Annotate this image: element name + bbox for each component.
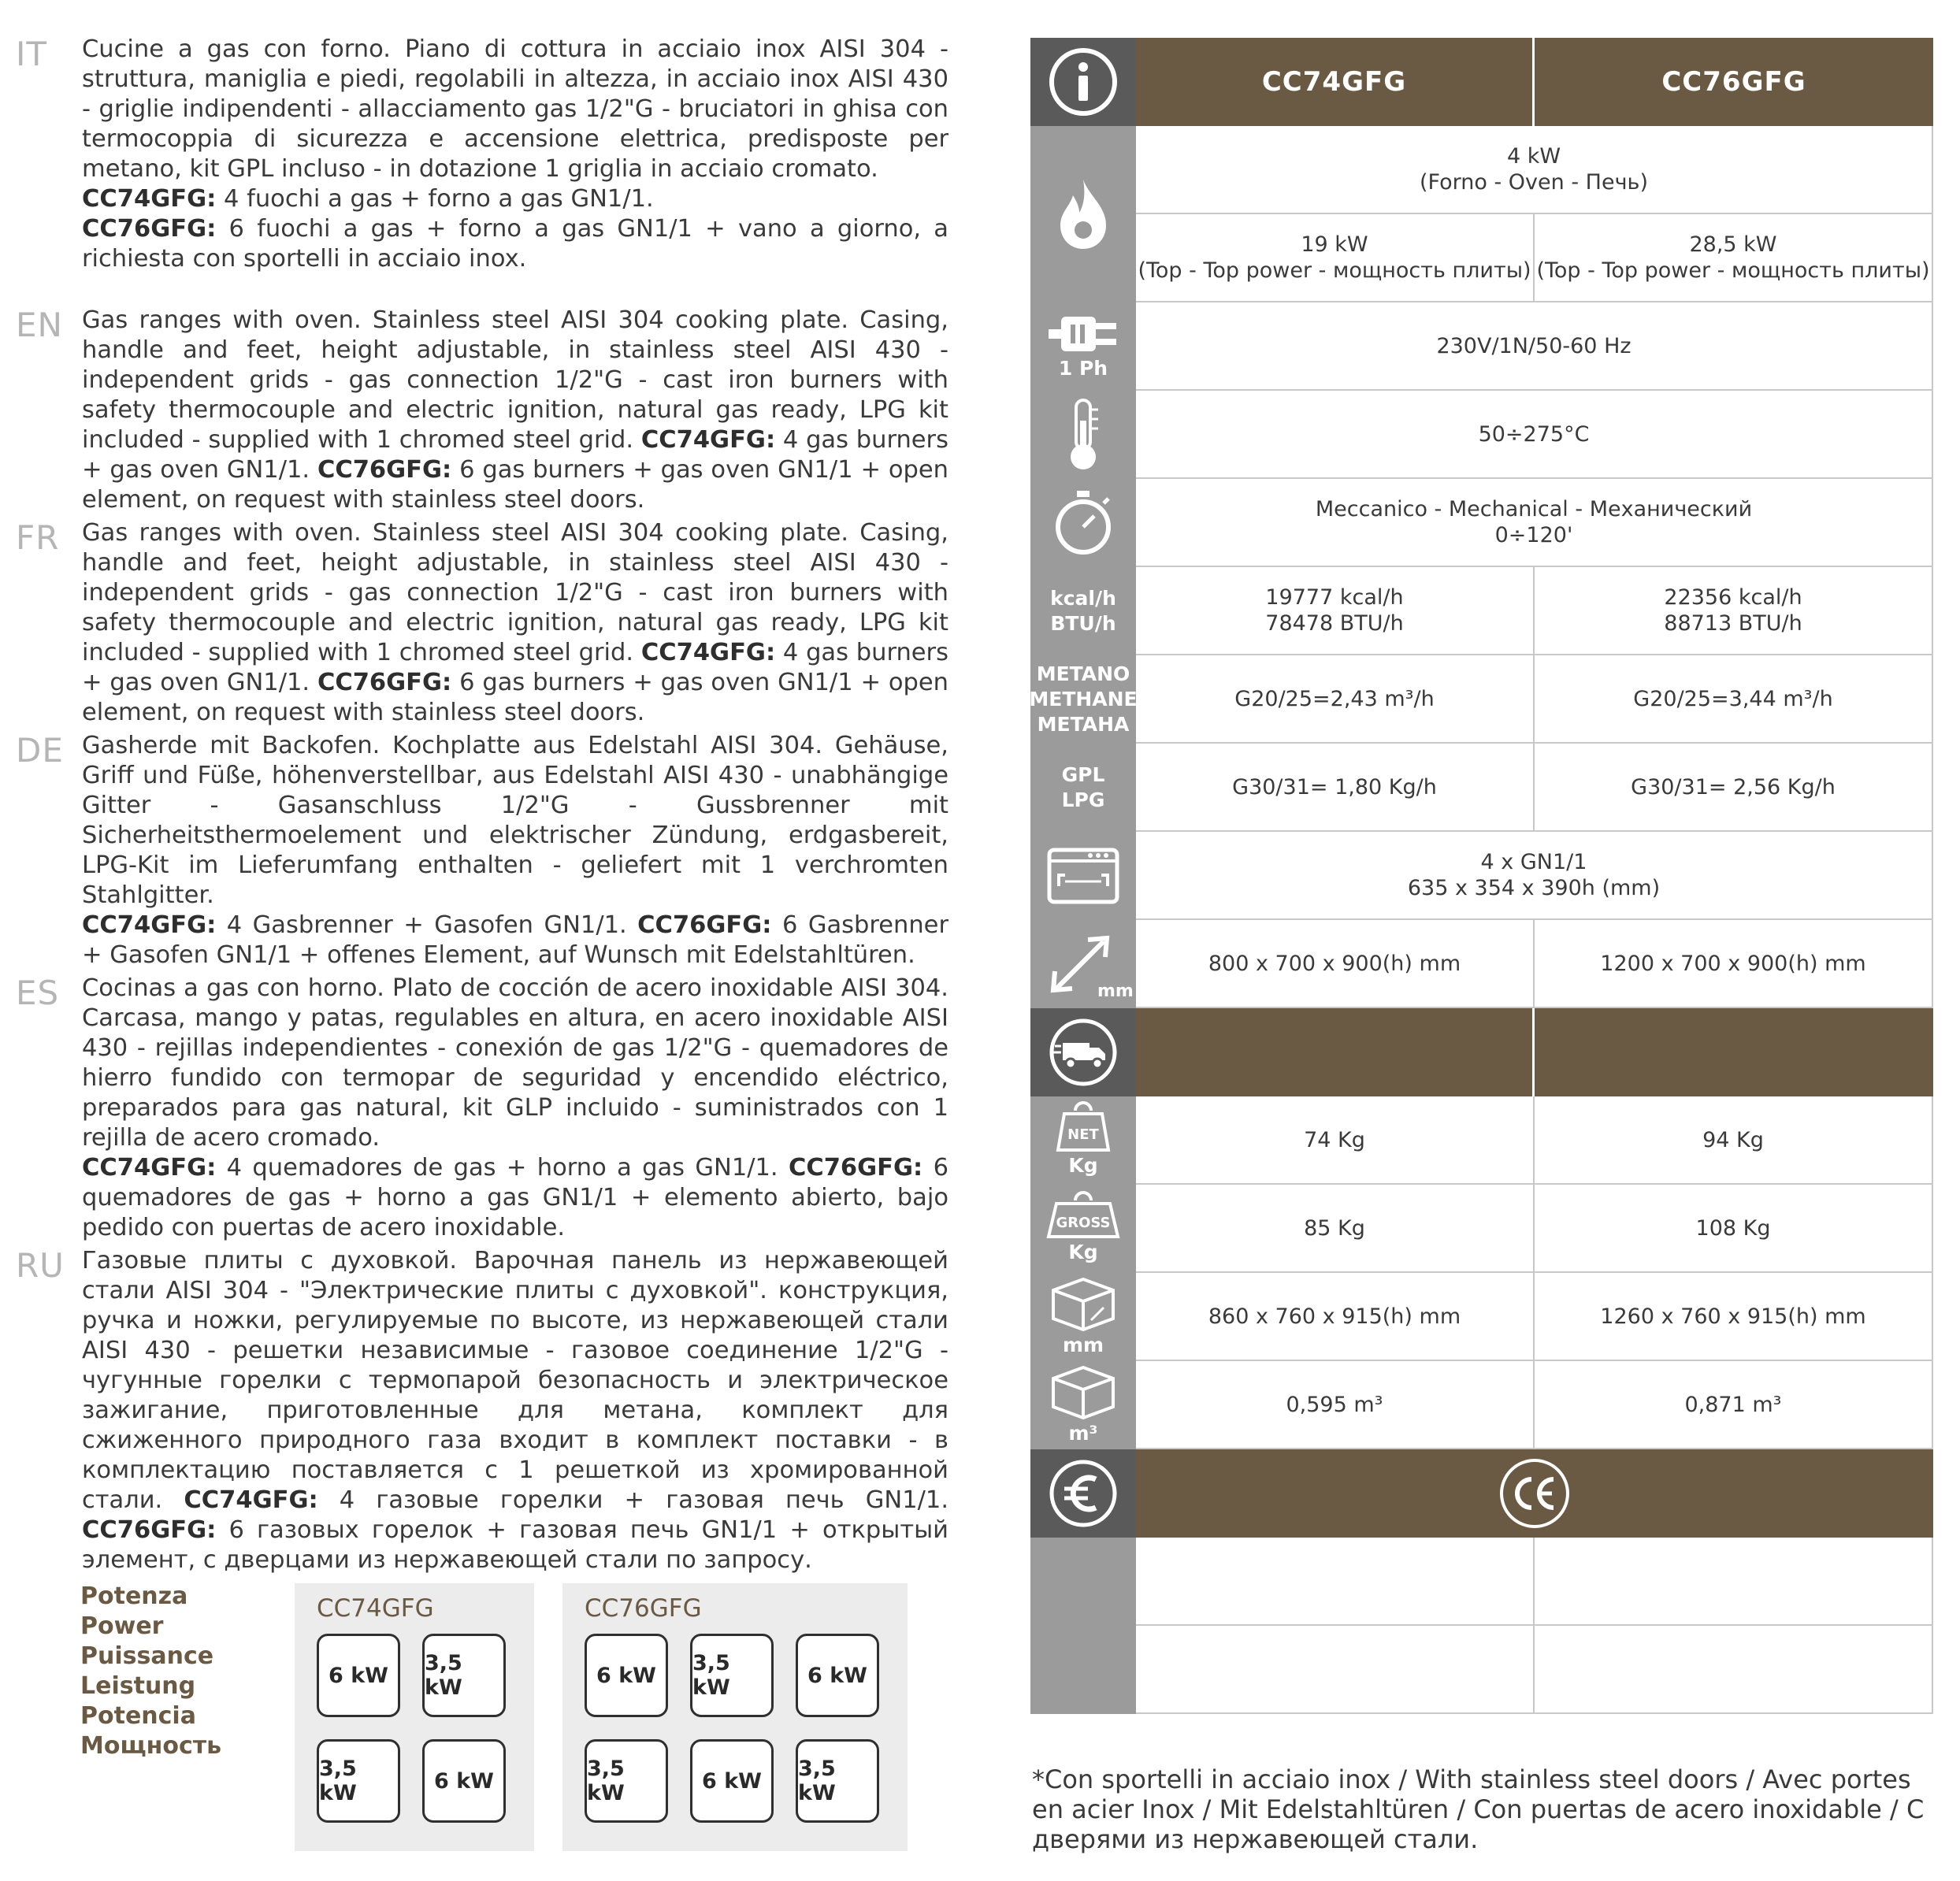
price-header-row (1030, 1449, 1933, 1538)
top-power-cell (1136, 214, 1535, 302)
packed-dimensions-value: 860 x 760 x 915(h) mm (1136, 1273, 1535, 1361)
gross-weight-icon (1030, 1185, 1136, 1273)
burner: 6 kW (422, 1739, 506, 1823)
lang-code-ru: RU (16, 1246, 65, 1285)
lpg-row (1030, 744, 1933, 832)
burner-layout-title: CC76GFG (585, 1594, 702, 1623)
burner-layout-title: CC74GFG (317, 1594, 434, 1623)
lang-code-fr: FR (16, 518, 60, 557)
package-icon (1030, 1273, 1136, 1361)
description-fr (82, 518, 948, 728)
description-text: 4 Gasbrenner + Gasofen GN1/1. (216, 911, 638, 939)
timer-type: Meccanico - Mechanical - Механический (1315, 497, 1753, 521)
model-code: CC74GFG: (184, 1486, 318, 1514)
methane-value: G20/25=3,44 m³/h (1535, 655, 1933, 744)
net-weight-icon (1030, 1096, 1136, 1185)
kcal-value: 19777 kcal/h (1265, 585, 1404, 610)
timer-row (1030, 479, 1933, 567)
power-label: Power (80, 1612, 164, 1640)
burner: 3,5 kW (317, 1739, 400, 1823)
packed-dimensions-value: 1260 x 760 x 915(h) mm (1535, 1273, 1933, 1361)
lang-code-es: ES (16, 974, 60, 1012)
top-power-value: 19 kW (1301, 232, 1368, 257)
power-label: Leistung (80, 1672, 196, 1700)
model-code: CC74GFG: (82, 911, 217, 939)
methane-label: METHANE (1029, 688, 1138, 710)
dimensions-icon (1030, 920, 1136, 1008)
oven-power-value: 4 kW (1506, 144, 1561, 169)
top-power-value: 28,5 kW (1689, 232, 1777, 257)
packaging-header-row (1030, 1008, 1933, 1096)
info-icon (1030, 38, 1136, 126)
model-code: CC76GFG: (788, 1154, 923, 1182)
burner: 6 kW (585, 1634, 668, 1717)
top-power-note: (Top - Top power - мощность плиты) (1536, 258, 1930, 283)
timer-range: 0÷120' (1494, 523, 1573, 547)
gross-label: GROSS (1056, 1215, 1111, 1231)
top-power-cell (1535, 214, 1933, 302)
description-ru (82, 1246, 948, 1575)
heat-output-cell (1535, 567, 1933, 655)
lpg-value: G30/31= 2,56 Kg/h (1535, 744, 1933, 832)
volume-unit-label: m³ (1068, 1422, 1098, 1445)
timer-icon (1030, 479, 1136, 567)
gross-weight-row (1030, 1185, 1933, 1273)
description-text: 6 fuochi a gas + forno a gas GN1/1 + vano a giorno, a richiesta con sportelli in acciaio inox. (82, 215, 948, 273)
description-es (82, 974, 948, 1243)
oven-power-note: (Forno - Oven - Печь) (1420, 170, 1648, 195)
power-label: Puissance (80, 1642, 214, 1670)
heat-output-cell (1136, 567, 1535, 655)
model-code: CC74GFG: (640, 639, 776, 666)
timer-cell (1136, 479, 1933, 567)
thermometer-icon (1030, 391, 1136, 479)
description-text: Газовые плиты с духовкой. Варочная панель из нержавеющей стали AISI 304 - "Электрические плиты с духовкой". конструкция, ручка и ножки, регулируемые по высоте, из нержавеющей стали AISI 430 - решетки независимые - газовое соединение 1/2"G - чугунные горелки с термопарой безопасность и электрическое зажигание, приготовленные для метана, комплект для сжиженного природного газа входит в комплект поставки - в комплектацию поставляется с 1 решеткой из хромированной стали. (82, 1247, 948, 1514)
power-labels (80, 1582, 221, 1761)
table-header-row (1030, 38, 1933, 126)
methane-label: METANO (1036, 662, 1130, 685)
dimensions-value: 1200 x 700 x 900(h) mm (1535, 920, 1933, 1008)
methane-value: G20/25=2,43 m³/h (1136, 655, 1535, 744)
model-code: CC74GFG: (82, 1154, 217, 1182)
description-text: 6 Gasbrenner + Gasofen GN1/1 + offenes Element, auf Wunsch mit Edelstahltüren. (82, 911, 948, 969)
power-label: Potencia (80, 1702, 196, 1730)
model-code: CC76GFG: (317, 456, 452, 484)
dimensions-row (1030, 920, 1933, 1008)
burner: 3,5 kW (422, 1634, 506, 1717)
package-unit-label: mm (1062, 1334, 1104, 1356)
burner: 6 kW (796, 1634, 879, 1717)
dimensions-value: 800 x 700 x 900(h) mm (1136, 920, 1535, 1008)
model-code: CC76GFG: (82, 1516, 217, 1544)
description-text: Gas ranges with oven. Stainless steel AISI 304 cooking plate. Casing, handle and feet, height adjustable, in stainless steel AISI 430 - independent grids - gas connection 1/2"G - cast iron burners with safety thermocouple and electric ignition, natural gas ready, LPG kit included - supplied with 1 chromed steel grid. (82, 519, 948, 666)
burner: 3,5 kW (690, 1634, 774, 1717)
delivery-truck-icon (1030, 1008, 1136, 1096)
btu-value: 88713 BTU/h (1664, 611, 1802, 636)
model-code: CC76GFG: (82, 215, 217, 243)
description-text: Cocinas a gas con horno. Plato de cocción de acero inoxidable AISI 304. Carcasa, mango y patas, regulables en altura, en acero inoxidable AISI 430 - rejillas independientes - conexión de gas 1/2"G - quemadores de hierro fundido con termopar de seguridad y encendido eléctrico, preparados para gas natural, kit GLP incluido - suministrados con 1 rejilla de acero cromado. (82, 974, 948, 1152)
gross-weight-value: 85 Kg (1136, 1185, 1535, 1273)
model-header: CC76GFG (1535, 38, 1933, 126)
dimensions-unit-label: mm (1097, 981, 1134, 1001)
power-label: Мощность (80, 1732, 222, 1760)
oven-power-cell (1136, 126, 1933, 214)
lpg-label: GPL (1061, 763, 1105, 786)
power-label: Potenza (80, 1582, 188, 1610)
model-header: CC74GFG (1136, 38, 1535, 126)
model-code: CC74GFG: (640, 426, 776, 454)
burner-layout-cc74gfg (295, 1583, 534, 1851)
model-code: CC76GFG: (637, 911, 772, 939)
description-text: 4 gas burners + gas oven GN1/1. (82, 639, 948, 696)
model-code: CC74GFG: (82, 185, 217, 213)
volume-value: 0,871 m³ (1535, 1361, 1933, 1449)
lpg-label: LPG (1061, 788, 1105, 811)
description-text: Gasherde mit Backofen. Kochplatte aus Edelstahl AISI 304. Gehäuse, Griff und Füße, höhenverstellbar, aus Edelstahl AISI 430 - unabhängige Gitter - Gasanschluss 1/2"G - Gussbrenner mit Sicherheitsthermoelement und elektrischer Zündung, erdgasbereit, LPG-Kit im Lieferumfang enthalten - geliefert mit 1 verchromten Stahlgitter. (82, 732, 948, 909)
burner: 6 kW (317, 1634, 400, 1717)
net-weight-value: 74 Kg (1136, 1096, 1535, 1185)
price-cell (1535, 1626, 1933, 1714)
oven-capacity-value: 4 x GN1/1 (1480, 850, 1587, 874)
net-label: NET (1067, 1126, 1099, 1143)
kg-label: Kg (1068, 1154, 1098, 1177)
burner: 3,5 kW (796, 1739, 879, 1823)
electrical-row (1030, 302, 1933, 391)
price-row (1030, 1626, 1933, 1714)
packed-dimensions-row (1030, 1273, 1933, 1361)
temperature-value: 50÷275°C (1136, 391, 1933, 479)
description-de (82, 731, 948, 970)
btu-label: BTU/h (1050, 612, 1116, 635)
top-power-note: (Top - Top power - мощность плиты) (1138, 258, 1531, 283)
description-text: Gas ranges with oven. Stainless steel AISI 304 cooking plate. Casing, handle and feet, height adjustable, in stainless steel AISI 430 - independent grids - gas connection 1/2"G - cast iron burners with safety thermocouple and electric ignition, natural gas ready, LPG kit included - supplied with 1 chromed steel grid. (82, 306, 948, 454)
heat-output-row (1030, 567, 1933, 655)
kg-label: Kg (1068, 1241, 1098, 1263)
packaging-header-cell (1535, 1008, 1933, 1096)
description-it (82, 35, 948, 274)
description-text: 6 gas burners + gas oven GN1/1 + open element, on request with stainless steel doors. (82, 669, 948, 726)
description-text: 4 quemadores de gas + horno a gas GN1/1. (216, 1154, 789, 1182)
volume-row (1030, 1361, 1933, 1449)
net-weight-value: 94 Kg (1535, 1096, 1933, 1185)
description-text: 4 fuochi a gas + forno a gas GN1/1. (216, 185, 654, 213)
ce-mark-cell (1136, 1449, 1933, 1538)
kcal-value: 22356 kcal/h (1664, 585, 1802, 610)
description-text: 6 gas burners + gas oven GN1/1 + open element, on request with stainless steel doors. (82, 456, 948, 514)
kcal-label: kcal/h (1050, 587, 1116, 610)
packaging-header-cell (1136, 1008, 1535, 1096)
description-text: 6 газовых горелок + газовая печь GN1/1 + открытый элемент, с дверцами из нержавеющей стали по запросу. (82, 1516, 948, 1574)
price-cell (1136, 1626, 1535, 1714)
lpg-value: G30/31= 1,80 Kg/h (1136, 744, 1535, 832)
phase-label: 1 Ph (1058, 357, 1108, 380)
price-cell (1535, 1538, 1933, 1626)
description-text: Cucine a gas con forno. Piano di cottura in acciaio inox AISI 304 - struttura, maniglia e piedi, regolabili in altezza, in acciaio inox AISI 430 - griglie indipendenti - allacciamento gas 1/2"G - bruciatori in ghisa con termocoppia di sicurezza e accensione elettrica, predisposte per metano, kit GPL incluso - in dotazione 1 griglia in acciaio cromato. (82, 35, 948, 183)
oven-capacity-cell (1136, 832, 1933, 920)
lang-code-en: EN (16, 306, 63, 344)
plug-icon (1030, 302, 1136, 391)
temperature-row (1030, 391, 1933, 479)
oven-chamber-size: 635 x 354 x 390h (mm) (1407, 876, 1661, 900)
ce-mark-icon (1497, 1456, 1572, 1531)
methane-row (1030, 655, 1933, 744)
net-weight-row (1030, 1096, 1933, 1185)
description-text: 6 quemadores de gas + horno a gas GN1/1 + elemento abierto, bajo pedido con puertas de acero inoxidable. (82, 1154, 948, 1241)
price-row (1030, 1538, 1933, 1626)
electrical-value: 230V/1N/50-60 Hz (1136, 302, 1933, 391)
euro-icon (1030, 1449, 1136, 1538)
oven-icon (1030, 832, 1136, 920)
burner: 6 kW (690, 1739, 774, 1823)
description-en (82, 306, 948, 515)
footnote: *Con sportelli in acciaio inox / With stainless steel doors / Avec portes en acier Inox / Mit Edelstahltüren / Con puertas de acero inoxidable / С дверями из нержавеющей стали. (1032, 1764, 1925, 1854)
gross-weight-value: 108 Kg (1535, 1185, 1933, 1273)
model-code: CC76GFG: (317, 669, 452, 696)
burner-layout-cc76gfg (562, 1583, 908, 1851)
btu-value: 78478 BTU/h (1265, 611, 1404, 636)
price-cell (1136, 1538, 1535, 1626)
description-text: 4 gas burners + gas oven GN1/1. (82, 426, 948, 484)
volume-icon (1030, 1361, 1136, 1449)
burner: 3,5 kW (585, 1739, 668, 1823)
oven-capacity-row (1030, 832, 1933, 920)
volume-value: 0,595 m³ (1136, 1361, 1535, 1449)
methane-label: METAHA (1037, 713, 1130, 736)
description-text: 4 газовые горелки + газовая печь GN1/1. (317, 1486, 949, 1514)
lang-code-de: DE (16, 731, 64, 770)
lang-code-it: IT (16, 35, 48, 73)
